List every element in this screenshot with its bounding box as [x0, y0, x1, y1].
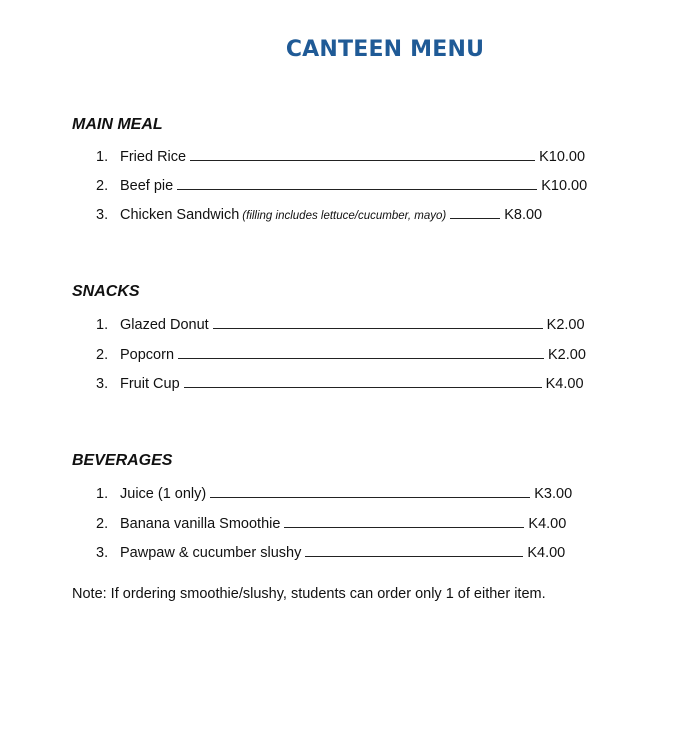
item-price: K2.00	[548, 347, 586, 363]
menu-item	[96, 516, 566, 536]
item-name: Fruit Cup	[120, 376, 180, 392]
item-number: 3.	[96, 545, 109, 561]
leader-line	[178, 347, 544, 359]
menu-item	[96, 376, 584, 396]
menu-item	[96, 207, 542, 227]
item-number: 1.	[96, 149, 109, 165]
leader-line	[284, 516, 524, 528]
order-note: Note: If ordering smoothie/slushy, students can order only 1 of either item.	[72, 586, 546, 602]
item-price: K4.00	[528, 516, 567, 532]
section-heading-main-meal: MAIN MEAL	[72, 116, 163, 133]
page-title: CANTEEN MENU	[285, 37, 485, 62]
leader-line	[190, 149, 535, 161]
item-price: K4.00	[527, 545, 566, 561]
item-name: Popcorn	[120, 347, 175, 363]
item-name: Beef pie	[120, 178, 174, 194]
item-name: Glazed Donut	[120, 317, 209, 333]
item-price: K2.00	[546, 317, 585, 333]
item-number: 1.	[96, 486, 109, 502]
item-price: K10.00	[539, 149, 586, 165]
leader-line	[305, 545, 523, 557]
menu-item	[96, 545, 565, 565]
menu-item	[96, 149, 585, 169]
item-name: Fried Rice	[120, 149, 187, 165]
leader-line	[177, 178, 537, 190]
item-price: K4.00	[545, 376, 584, 392]
item-detail: (filling includes lettuce/cucumber, mayo)	[242, 210, 447, 222]
section-heading-snacks: SNACKS	[72, 283, 140, 300]
item-name: Chicken Sandwich	[120, 207, 240, 223]
menu-item	[96, 178, 587, 198]
item-number: 2.	[96, 178, 109, 194]
leader-line	[210, 486, 530, 498]
item-number: 2.	[96, 516, 109, 532]
item-number: 2.	[96, 347, 109, 363]
leader-line	[450, 207, 500, 219]
section-heading-beverages: BEVERAGES	[72, 452, 173, 469]
menu-item	[96, 486, 572, 506]
item-number: 3.	[96, 207, 109, 223]
menu-item	[96, 347, 586, 367]
item-name: Banana vanilla Smoothie	[120, 516, 281, 532]
menu-title-wrap	[0, 37, 698, 62]
item-price: K8.00	[504, 207, 543, 223]
item-price: K3.00	[534, 486, 573, 502]
item-name: Juice (1 only)	[120, 486, 207, 502]
item-number: 1.	[96, 317, 109, 333]
item-name: Pawpaw & cucumber slushy	[120, 545, 302, 561]
item-price: K10.00	[541, 178, 588, 194]
item-number: 3.	[96, 376, 109, 392]
leader-line	[213, 317, 543, 329]
menu-item	[96, 317, 585, 337]
leader-line	[184, 376, 542, 388]
